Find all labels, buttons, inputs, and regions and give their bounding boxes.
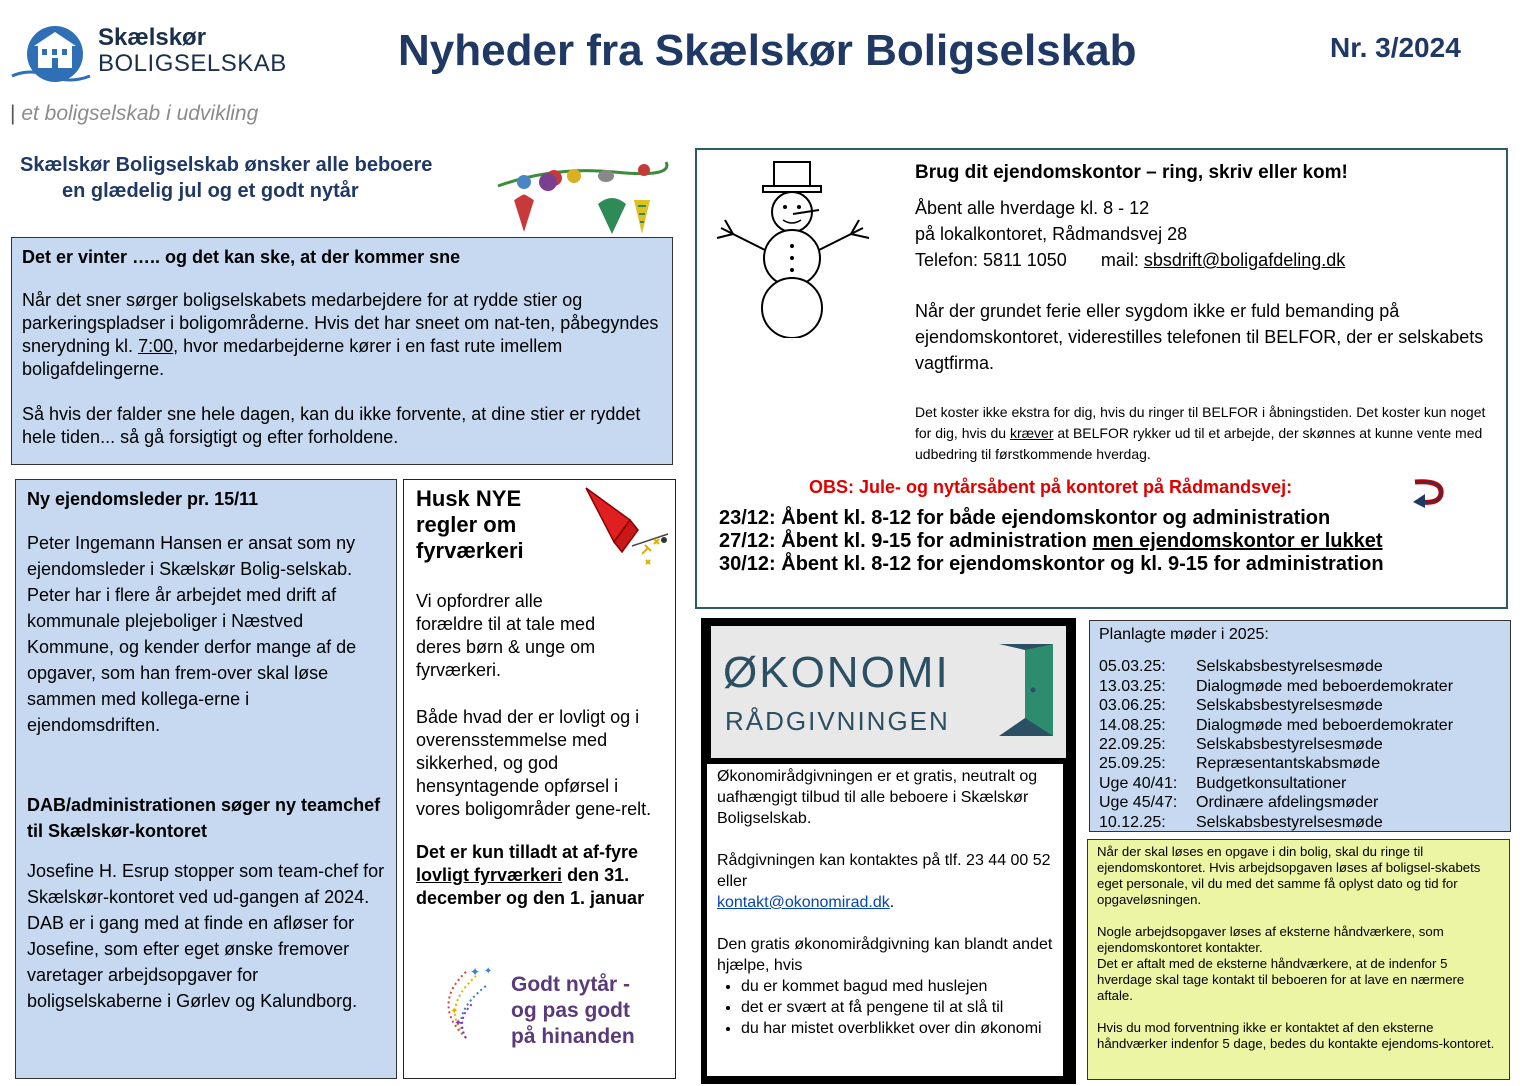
list-item — [1099, 696, 1501, 715]
snowman-icon — [711, 158, 881, 338]
tasks-paragraph-1: Når der skal løses en opgave i din bolig, skal du ringe til ejendomskontoret. Hvis arbejdsopgaven løses af boligsel-skabets eget personale, vil du med det samme få oplyst dato og tid for opgaveløsningen. — [1097, 844, 1481, 907]
logo — [10, 18, 290, 98]
holiday-date-2-u: men ejendomskontor er lukket — [1092, 530, 1383, 552]
meeting-event: Selskabsbestyrelsesmøde — [1196, 813, 1383, 831]
office-small-b: at BELFOR rykker ud til et arbejde, der skønnes at kunne vente med udbedring til førstkommende hverdag. — [915, 425, 1483, 462]
meeting-event: Budgetkonsultationer — [1196, 774, 1347, 792]
leader-paragraph: Peter Ingemann Hansen er ansat som ny ejendomsleder i Skælskør Bolig-selskab. Peter har i flere år arbejdet med drift af kommunale plejeboliger i Næstved Kommune, og kender derfor mange af de opgaver, som han frem-over skal løse sammen med kollega-erne i ejendomsdriften. — [27, 533, 357, 735]
economy-logo-line2: RÅDGIVNINGEN — [725, 706, 950, 736]
office-contact — [915, 195, 1495, 273]
winter-heading: Det er vinter ….. og det kan ske, at der kommer sne — [22, 247, 461, 267]
meeting-date: Uge 40/41: — [1099, 774, 1178, 792]
winter-paragraph-2: Så hvis der falder sne hele dagen, kan du ikke forvente, at dine stier er ryddet hele tiden... så gå forsigtigt og efter forholdene. — [22, 404, 641, 447]
list-item: • det er svært at få pengene til at slå til — [741, 997, 1053, 1018]
office-heading: Brug dit ejendomskontor – ring, skriv eller kom! — [915, 162, 1348, 183]
svg-text:✦: ✦ — [454, 1018, 463, 1029]
office-phone-mail — [915, 247, 1495, 273]
meeting-date: 03.06.25: — [1099, 697, 1166, 715]
list-item — [1099, 793, 1501, 812]
list-item — [1099, 677, 1501, 696]
winter-p1-a: Når det sner sørger boligselskabets medarbejdere for at rydde stier og parkeringspladser i boligområderne. Hvis det har sneet om nat-ten, påbegyndes snerydning kl. — [22, 290, 659, 356]
new-leader-box — [15, 479, 397, 1079]
holiday-date-3: 30/12: Åbent kl. 8-12 for ejendomskontor og kl. 9-15 for administration — [719, 553, 1384, 575]
meeting-event: Selskabsbestyrelsesmøde — [1196, 736, 1383, 754]
office-belfor-cost — [915, 402, 1495, 465]
list-item — [1099, 716, 1501, 735]
house-logo-icon — [10, 18, 100, 98]
office-mail-link[interactable]: sbsdrift@boligafdeling.dk — [1143, 250, 1346, 270]
economy-box — [701, 618, 1076, 1084]
meeting-date: 25.09.25: — [1099, 755, 1166, 773]
meeting-date: 22.09.25: — [1099, 736, 1166, 754]
holiday-date-2-a: 27/12: Åbent kl. 9-15 for administration — [719, 530, 1093, 552]
door-icon — [995, 640, 1057, 740]
tasks-box — [1087, 839, 1510, 1080]
economy-paragraph-1: Økonomirådgivningen er et gratis, neutralt og uafhængigt tilbud til alle beboere i Skælskør Boligselskab. — [717, 768, 1038, 827]
economy-help-list — [717, 976, 1053, 1039]
office-obs-heading: OBS: Jule- og nytårsåbent på kontoret på Rådmandsvej: — [809, 477, 1293, 497]
holiday-date-1: 23/12: Åbent kl. 8-12 for både ejendomskontor og administration — [719, 507, 1331, 529]
new-year-wish-line2: og pas godt — [511, 999, 630, 1022]
economy-content — [707, 764, 1063, 1076]
meetings-list — [1099, 657, 1501, 832]
economy-logo — [711, 626, 1066, 758]
list-item — [1099, 813, 1501, 832]
svg-text:✦: ✦ — [450, 1006, 459, 1017]
tagline-text: et boligselskab i udvikling — [21, 102, 259, 125]
list-item — [1099, 754, 1501, 773]
fireworks-p3-b: den 31. december og den 1. januar — [416, 865, 645, 908]
meeting-date: 05.03.25: — [1099, 658, 1166, 676]
fireworks-heading-line1: Husk NYE — [416, 486, 522, 511]
fireworks-paragraph-1: Vi opfordrer alle forældre til at tale med deres børn & unge om fyrværkeri. — [416, 591, 596, 680]
office-phone: Telefon: 5811 1050 — [915, 250, 1067, 270]
winter-p1-b: , hvor medarbejderne kører i en fast rute imellem boligafdelingerne. — [22, 336, 563, 379]
leader-heading: Ny ejendomsleder pr. 15/11 — [27, 489, 259, 509]
logo-name-line1: Skælskør — [98, 24, 207, 51]
christmas-garland-icon — [494, 156, 674, 238]
winter-snow-box — [11, 237, 673, 465]
svg-text:✦: ✦ — [484, 966, 493, 977]
list-item — [1099, 735, 1501, 754]
economy-mail-link[interactable]: kontakt@okonomirad.dk — [717, 894, 890, 911]
office-small-a: Det koster ikke ekstra for dig, hvis du ringer til BELFOR i åbningstiden. Det koster kun noget for dig, hvis du — [915, 404, 1486, 441]
office-location: på lokalkontoret, Rådmandsvej 28 — [915, 224, 1188, 244]
meeting-event: Ordinære afdelingsmøder — [1196, 794, 1379, 812]
fireworks-p3-u: lovligt fyrværkeri — [416, 865, 563, 885]
winter-paragraph-1 — [22, 289, 662, 381]
list-item — [1099, 774, 1501, 793]
leader-heading-2: DAB/administrationen søger ny teamchef til Skælskør-kontoret — [27, 795, 381, 841]
new-year-wish-line3: på hinanden — [511, 1025, 635, 1048]
fireworks-p3-a: Det er kun tilladt at af-fyre — [416, 842, 639, 862]
fireworks-paragraph-2: Både hvad der er lovligt og i overensstemmelse med sikkerhed, og god hensyntagende opførsel i vores boligområder gene-relt. — [416, 707, 652, 819]
rocket-icon — [580, 484, 675, 579]
christmas-greeting — [14, 154, 534, 203]
list-item: • du har mistet overblikket over din økonomi — [741, 1018, 1053, 1039]
meeting-event: Dialogmøde med beboerdemokrater — [1196, 716, 1454, 734]
issue-number: Nr. 3/2024 — [1330, 32, 1461, 63]
logo-name-line2: BOLIGSELSKAB — [98, 50, 287, 77]
office-mail-label: mail: — [1100, 250, 1139, 270]
list-item: • du er kommet bagud med huslejen — [741, 976, 1053, 997]
tagline: | et boligselskab i udvikling — [10, 102, 259, 125]
holiday-date-2 — [719, 530, 1384, 553]
meeting-event: Dialogmøde med beboerdemokrater — [1196, 677, 1454, 695]
office-belfor-paragraph: Når der grundet ferie eller sygdom ikke er fuld bemanding på ejendomskontoret, viderestilles telefonen til BELFOR, der er selskabets vagtfirma. — [915, 301, 1484, 373]
page-title: Nyheder fra Skælskør Boligselskab — [398, 26, 1137, 75]
meetings-heading: Planlagte møder i 2025: — [1099, 626, 1269, 643]
meeting-event: Selskabsbestyrelsesmøde — [1196, 697, 1383, 715]
new-year-wish-line1: Godt nytår - — [511, 973, 630, 996]
office-box — [695, 148, 1508, 609]
economy-paragraph-2: Rådgivningen kan kontaktes på tlf. 23 44 00 52 eller kontakt@okonomirad.dk. — [717, 852, 1051, 911]
svg-text:✦: ✦ — [470, 965, 481, 979]
leader-paragraph-2: Josefine H. Esrup stopper som team-chef for Skælskør-kontoret ved ud-gangen af 2024. DAB er i gang med at finde en afløser for Josefine, som efter eget ønske fremover varetager arbejdsopgaver for boligselskaberne i Gørlev og Kalundborg. — [27, 861, 385, 1011]
meeting-date: 13.03.25: — [1099, 677, 1166, 695]
meeting-date: 10.12.25: — [1099, 813, 1166, 831]
economy-p2: Rådgivningen kan kontaktes på tlf. 23 44 00 52 eller — [717, 852, 1051, 890]
office-small-u: kræver — [1009, 425, 1054, 441]
greeting-line2: en glædelig jul og et godt nytår — [62, 180, 359, 202]
greeting-line1: Skælskør Boligselskab ønsker alle beboere — [20, 154, 433, 176]
snow-clearing-time: 7:00 — [138, 336, 174, 356]
firework-burst-icon — [420, 964, 500, 1044]
fireworks-heading-line2: regler om — [416, 512, 517, 537]
curved-arrow-icon — [1409, 476, 1447, 510]
tasks-paragraph-3: Det er aftalt med de eksterne håndværkere, at de indenfor 5 hverdage skal tage kontakt til beboeren for at lave en nærmere aftale. — [1097, 956, 1465, 1003]
fireworks-heading-line3: fyrværkeri — [416, 538, 524, 563]
office-hours: Åbent alle hverdage kl. 8 - 12 — [915, 198, 1150, 218]
tasks-paragraph-2: Nogle arbejdsopgaver løses af eksterne håndværkere, som ejendomskontoret kontakter. — [1097, 924, 1444, 955]
economy-paragraph-3: Den gratis økonomirådgivning kan blandt andet hjælpe, hvis — [717, 936, 1053, 974]
meetings-box — [1089, 620, 1511, 832]
economy-logo-line1: ØKONOMI — [723, 648, 950, 697]
fireworks-paragraph-3 — [416, 841, 663, 910]
tasks-paragraph-4: Hvis du mod forventning ikke er kontaktet af den eksterne håndværker indenfor 5 dage, bedes du kontakte ejendoms-kontoret. — [1097, 1020, 1495, 1051]
meeting-event: Repræsentantskabsmøde — [1196, 755, 1381, 773]
list-item — [1099, 657, 1501, 676]
new-year-wish — [511, 972, 635, 1050]
holiday-hours — [719, 507, 1384, 576]
meeting-event: Selskabsbestyrelsesmøde — [1196, 658, 1383, 676]
meeting-date: 14.08.25: — [1099, 716, 1166, 734]
meeting-date: Uge 45/47: — [1099, 794, 1178, 812]
